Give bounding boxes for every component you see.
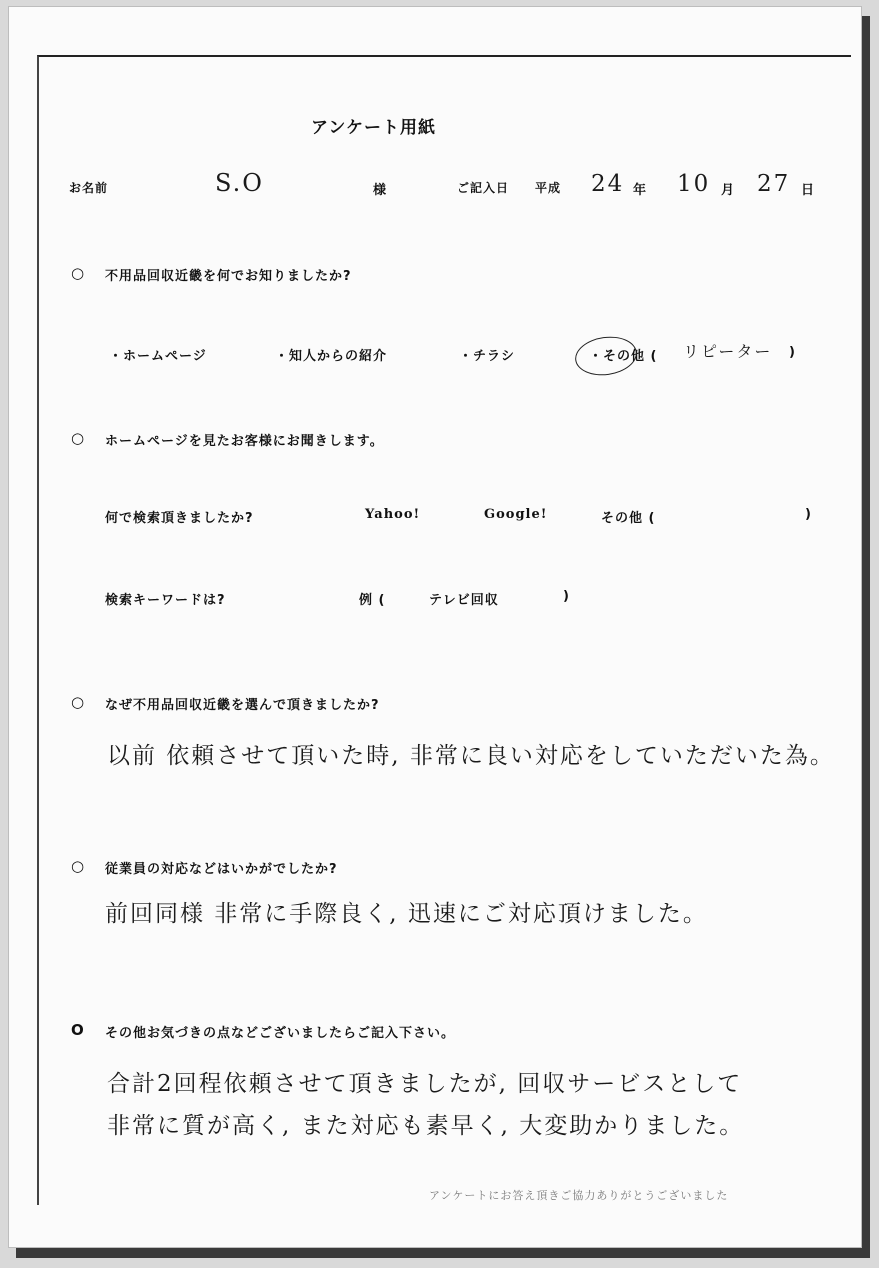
date-year: 24 [591,171,625,197]
name-value: S.O [215,169,264,197]
q1-option-homepage: ・ホームページ [109,349,207,364]
q2-example-label: 例 ( [359,593,386,608]
q3-question: なぜ不用品回収近畿を選んで頂きましたか? [105,698,380,713]
q1-question: 不用品回収近畿を何でお知りましたか? [105,269,352,284]
year-unit: 年 [633,183,648,198]
survey-sheet [8,6,862,1248]
page-title: アンケート用紙 [311,118,436,138]
q1-close-paren: ) [789,345,796,360]
q4-answer: 前回同様 非常に手際良く, 迅速にご対応頂けました。 [105,901,708,927]
q1-other-answer: リピーター [683,342,773,361]
era-label: 平成 [535,181,562,195]
q1-option-referral: ・知人からの紹介 [275,349,388,364]
date-month: 10 [677,171,711,197]
q2-keyword-question: 検索キーワードは? [105,593,226,608]
sama-label: 様 [373,183,388,198]
date-day: 27 [757,171,791,197]
q3-answer: 以前 依頼させて頂いた時, 非常に良い対応をしていただいた為。 [107,743,835,769]
q5-answer-line2: 非常に質が高く, また対応も素早く, 大変助かりました。 [107,1113,745,1139]
footer-thanks: アンケートにお答え頂きご協力ありがとうございました [429,1189,729,1202]
q2-marker: ○ [71,429,86,447]
name-label: お名前 [69,181,109,195]
month-unit: 月 [721,183,736,198]
q1-option-flyer: ・チラシ [459,349,516,364]
q2-close-paren: ) [805,507,812,522]
day-unit: 日 [801,183,816,198]
q1-option-other: ・その他 ( [589,349,658,364]
q3-marker: ○ [71,693,86,711]
q5-answer-line1: 合計2回程依頼させて頂きましたが, 回収サービスとして [107,1071,743,1097]
date-label: ご記入日 [457,181,510,195]
q2-example-value: テレビ回収 [429,593,499,608]
q2-engine-other: その他 ( [601,511,656,526]
q2-example-close: ) [563,589,570,604]
q2-question: ホームページを見たお客様にお聞きします。 [105,434,384,449]
q1-marker: ○ [71,264,86,282]
q2-engine-google: Google! [484,507,548,522]
q2-engine-yahoo: Yahoo! [365,507,421,522]
q5-question: その他お気づきの点などございましたらご記入下さい。 [105,1026,456,1041]
q4-question: 従業員の対応などはいかがでしたか? [105,862,338,877]
q2-search-question: 何で検索頂きましたか? [105,511,254,526]
q4-marker: ○ [71,857,86,875]
q5-marker: O [71,1021,85,1039]
